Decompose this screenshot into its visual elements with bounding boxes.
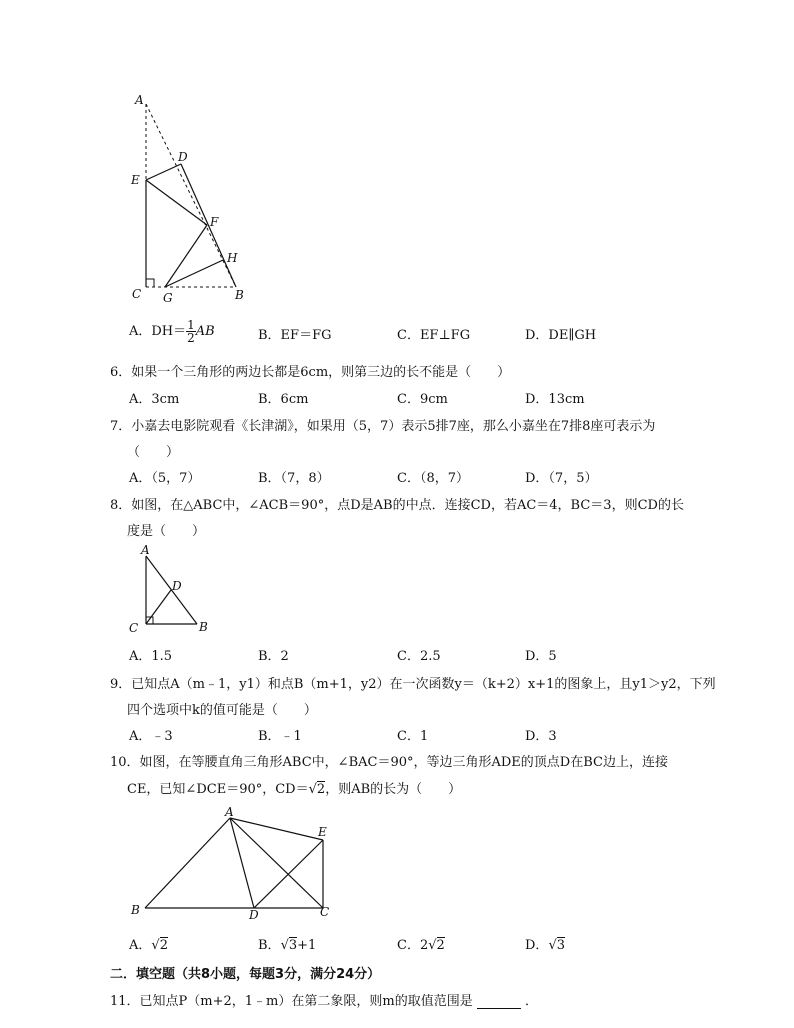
q10-text-line2 xyxy=(127,778,461,797)
q10-option-d-radicand: 3 xyxy=(556,938,566,953)
q8-label-b: B xyxy=(199,620,208,634)
q10-text-line1: 10．如图，在等腰直角三角形ABC中，∠BAC＝90°，等边三角形ADE的顶点D在BC边上，连接 xyxy=(110,755,668,770)
q9-option-b[interactable]: B．﹣1 xyxy=(258,729,302,744)
q5-option-a[interactable] xyxy=(129,319,215,344)
q5-option-a-pre: A．DH＝ xyxy=(129,324,187,339)
q10-option-b-radicand: 3 xyxy=(288,938,298,953)
fraction-numerator: 1 xyxy=(187,318,195,332)
q10-label-a: A xyxy=(225,805,234,819)
q10-label-b: B xyxy=(131,903,140,917)
q8-figure xyxy=(125,544,220,639)
section-title-fill-in: 二．填空题（共8小题，每题3分，满分24分） xyxy=(110,967,381,982)
q5-label-a: A xyxy=(135,93,144,107)
q5-option-d[interactable]: D．DE∥GH xyxy=(525,328,597,343)
q8-text-line1: 8．如图，在△ABC中，∠ACB＝90°，点D是AB的中点．连接CD，若AC＝4，BC＝3，则CD的长 xyxy=(110,498,684,513)
q10-label-e: E xyxy=(318,825,327,839)
q10-option-a[interactable] xyxy=(129,934,168,953)
q6-option-b[interactable]: B．6cm xyxy=(258,392,309,407)
q10-option-a-pre: A． xyxy=(129,938,152,953)
q8-text-line2: 度是（ ） xyxy=(127,524,206,539)
fraction-denominator: 2 xyxy=(187,331,195,345)
q7-option-b[interactable]: B．（7，8） xyxy=(258,471,330,486)
q8-label-a: A xyxy=(141,543,150,557)
q10-option-c-radicand: 2 xyxy=(436,938,445,953)
q10-option-c[interactable] xyxy=(397,934,445,953)
q9-option-a[interactable]: A．﹣3 xyxy=(129,729,173,744)
q10-option-b[interactable] xyxy=(258,934,316,953)
q10-figure xyxy=(125,805,340,923)
q8-option-b[interactable]: B．2 xyxy=(258,649,289,664)
q5-label-d: D xyxy=(178,150,188,164)
q10-text-line2-pre: CE，已知∠DCE＝90°，CD＝ xyxy=(127,782,309,797)
q8-option-a[interactable]: A．1.5 xyxy=(129,649,173,664)
q5-option-a-fraction xyxy=(186,319,196,344)
sqrt-symbol: √ xyxy=(308,782,317,797)
q9-text-line2: 四个选项中k的值可能是（ ） xyxy=(127,703,317,718)
q10-text-line2-radicand: 2 xyxy=(316,782,326,797)
q11-text-pre: 11．已知点P（m+2，1﹣m）在第二象限，则m的取值范围是 xyxy=(110,994,473,1009)
q9-text-line1: 9．已知点A（m﹣1，y1）和点B（m+1，y2）在一次函数y＝（k+2）x+1的图象上，且y1＞y2，下列 xyxy=(110,677,716,692)
q5-label-h: H xyxy=(227,251,238,265)
q10-option-a-radicand: 2 xyxy=(159,938,168,953)
q10-option-c-pre: C．2 xyxy=(397,938,429,953)
q6-text: 6．如果一个三角形的两边长都是6cm，则第三边的长不能是（ ） xyxy=(110,365,511,380)
q8-option-d[interactable]: D．5 xyxy=(525,649,557,664)
q10-label-c: C xyxy=(320,905,330,919)
q7-option-d[interactable]: D．（7，5） xyxy=(525,471,598,486)
q10-label-d: D xyxy=(249,908,259,922)
q10-option-d-pre: D． xyxy=(525,938,549,953)
q9-option-c[interactable]: C．1 xyxy=(397,729,429,744)
q5-option-b[interactable]: B．EF＝FG xyxy=(258,328,332,343)
q6-option-d[interactable]: D．13cm xyxy=(525,392,585,407)
q8-label-d: D xyxy=(172,579,182,593)
q9-option-d[interactable]: D．3 xyxy=(525,729,557,744)
q7-option-a[interactable]: A．（5，7） xyxy=(129,471,201,486)
q11-text xyxy=(110,990,538,1009)
sqrt-symbol: √ xyxy=(548,938,557,953)
q6-option-a[interactable]: A．3cm xyxy=(129,392,180,407)
sqrt-symbol: √ xyxy=(151,938,160,953)
q11-text-post: ． xyxy=(525,994,539,1009)
q8-option-c[interactable]: C．2.5 xyxy=(397,649,441,664)
q5-label-c: C xyxy=(132,287,142,301)
sqrt-symbol: √ xyxy=(428,938,437,953)
q11-answer-blank[interactable] xyxy=(477,996,521,1009)
q5-label-e: E xyxy=(131,173,140,187)
q10-option-b-pre: B． xyxy=(258,938,281,953)
sqrt-symbol: √ xyxy=(280,938,289,953)
q5-label-f: F xyxy=(210,215,219,229)
q10-option-d[interactable] xyxy=(525,934,565,953)
q5-label-b: B xyxy=(235,288,244,302)
q7-text-line2: （ ） xyxy=(127,445,180,460)
q5-label-g: G xyxy=(163,291,173,305)
q5-figure xyxy=(125,92,255,307)
q6-option-c[interactable]: C．9cm xyxy=(397,392,448,407)
q7-text-line1: 7．小嘉去电影院观看《长津湖》，如果用（5，7）表示5排7座，那么小嘉坐在7排8座可表示为 xyxy=(110,419,656,434)
q5-option-a-post: AB xyxy=(195,324,215,339)
q10-text-line2-post: ，则AB的长为（ ） xyxy=(325,782,462,797)
q10-option-b-post: +1 xyxy=(297,938,317,953)
q7-option-c[interactable]: C．（8，7） xyxy=(397,471,469,486)
q8-label-c: C xyxy=(129,621,139,635)
q5-option-c[interactable]: C．EF⊥FG xyxy=(397,328,471,343)
